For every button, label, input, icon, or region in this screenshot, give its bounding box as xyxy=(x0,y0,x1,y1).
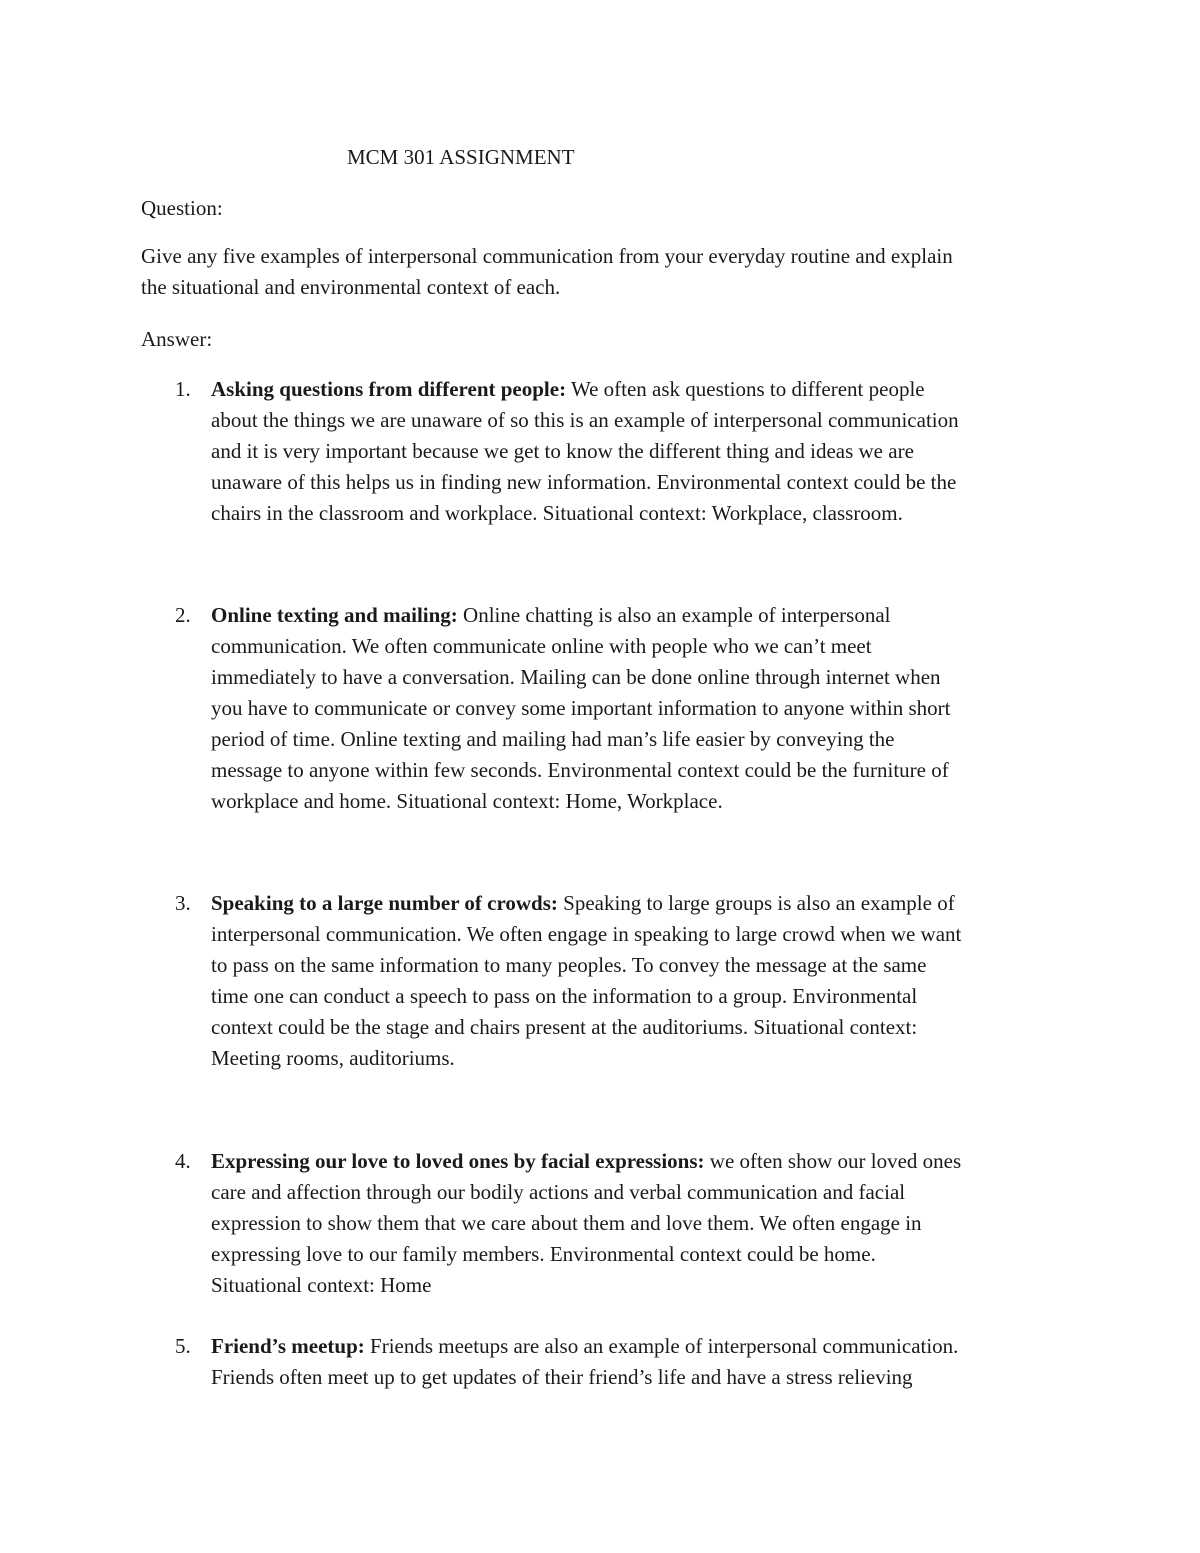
item-first-line-text: we often show our loved ones xyxy=(704,1149,962,1173)
document-title: MCM 301 ASSIGNMENT xyxy=(347,145,575,169)
item-line: interpersonal communication. We often engage in speaking to large crowd when we want xyxy=(211,922,962,946)
item-first-line xyxy=(211,1146,1071,1177)
item-line: and it is very important because we get to know the different thing and ideas we are xyxy=(211,439,914,463)
item-first-line-text: Speaking to large groups is also an example of xyxy=(557,891,955,915)
item-line: communication. We often communicate online with people who we can’t meet xyxy=(211,634,872,658)
item-line: to pass on the same information to many peoples. To convey the message at the same xyxy=(211,953,927,977)
item-line: period of time. Online texting and mailing had man’s life easier by conveying the xyxy=(211,727,895,751)
answer-item-4 xyxy=(175,1146,1071,1301)
item-line: Meeting rooms, auditoriums. xyxy=(211,1046,455,1070)
item-first-line xyxy=(211,888,1071,919)
item-line: message to anyone within few seconds. Environmental context could be the furniture of xyxy=(211,758,949,782)
item-line: care and affection through our bodily actions and verbal communication and facial xyxy=(211,1180,906,1204)
answer-label: Answer: xyxy=(141,327,213,351)
question-line: the situational and environmental context of each. xyxy=(141,275,561,299)
item-heading: Asking questions from different people: xyxy=(211,377,567,401)
item-line: workplace and home. Situational context: Home, Workplace. xyxy=(211,789,723,813)
item-number: 4. xyxy=(175,1149,191,1173)
item-number: 3. xyxy=(175,891,191,915)
answer-item-5 xyxy=(175,1331,1071,1393)
item-number: 5. xyxy=(175,1334,191,1358)
item-first-line-text: We often ask questions to different people xyxy=(566,377,925,401)
item-first-line xyxy=(211,374,1071,405)
item-heading: Friend’s meetup: xyxy=(211,1334,365,1358)
item-heading: Online texting and mailing: xyxy=(211,603,458,627)
answer-item-3 xyxy=(175,888,1071,1074)
item-line: chairs in the classroom and workplace. Situational context: Workplace, classroom. xyxy=(211,501,903,525)
item-first-line-text: Online chatting is also an example of interpersonal xyxy=(457,603,891,627)
item-line: Friends often meet up to get updates of their friend’s life and have a stress relieving xyxy=(211,1365,913,1389)
item-line: expression to show them that we care about them and love them. We often engage in xyxy=(211,1211,922,1235)
item-number: 1. xyxy=(175,377,191,401)
answer-item-2 xyxy=(175,600,1071,817)
question-line: Give any five examples of interpersonal communication from your everyday routine and explain xyxy=(141,244,953,268)
question-label: Question: xyxy=(141,196,223,220)
item-line: context could be the stage and chairs present at the auditoriums. Situational context: xyxy=(211,1015,918,1039)
item-heading: Speaking to a large number of crowds: xyxy=(211,891,558,915)
item-heading: Expressing our love to loved ones by facial expressions: xyxy=(211,1149,705,1173)
item-line: you have to communicate or convey some important information to anyone within short xyxy=(211,696,951,720)
answer-item-1 xyxy=(175,374,1071,529)
item-number: 2. xyxy=(175,603,191,627)
item-first-line xyxy=(211,600,1071,631)
item-line: unaware of this helps us in finding new information. Environmental context could be the xyxy=(211,470,957,494)
item-first-line-text: Friends meetups are also an example of interpersonal communication. xyxy=(364,1334,959,1358)
item-line: immediately to have a conversation. Mailing can be done online through internet when xyxy=(211,665,941,689)
item-line: about the things we are unaware of so this is an example of interpersonal communication xyxy=(211,408,959,432)
item-line: Situational context: Home xyxy=(211,1273,432,1297)
item-first-line xyxy=(211,1331,1071,1362)
item-line: expressing love to our family members. Environmental context could be home. xyxy=(211,1242,876,1266)
question-text xyxy=(141,241,1071,303)
item-line: time one can conduct a speech to pass on the information to a group. Environmental xyxy=(211,984,918,1008)
